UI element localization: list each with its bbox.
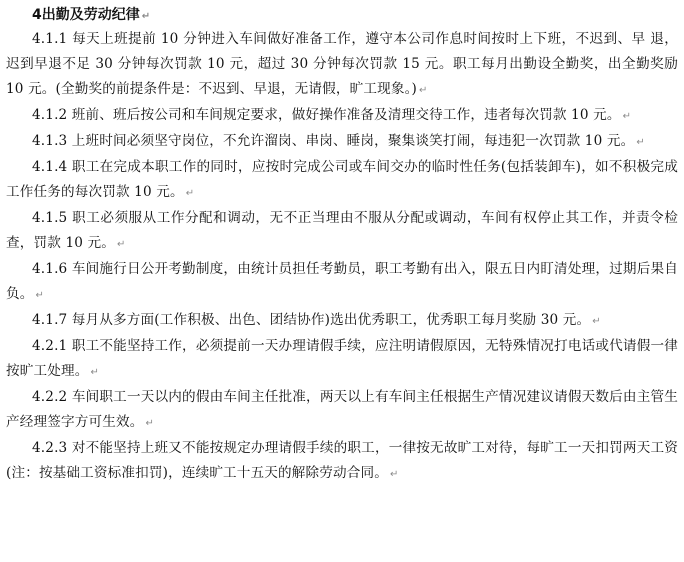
rule-paragraph — [6, 155, 678, 206]
rule-text: 4.1.5 职工必须服从工作分配和调动，无不正当理由不服从分配或调动，车间有权停止其工作，并责令检查，罚款 10 元。 — [6, 210, 678, 251]
paragraph-mark-icon: ↵ — [185, 188, 195, 199]
rule-paragraph — [6, 436, 678, 487]
paragraph-mark-icon: ↵ — [622, 111, 632, 122]
rule-text: 4.1.6 车间施行日公开考勤制度，由统计员担任考勤员，职工考勤有出入，限五日内盯清处理，过期后果自负。 — [6, 261, 678, 302]
rule-paragraph — [6, 27, 678, 103]
rule-text: 4.2.2 车间职工一天以内的假由车间主任批准，两天以上有车间主任根据生产情况建议请假天数后由主管生产经理签字方可生效。 — [6, 389, 678, 430]
paragraph-mark-icon: ↵ — [145, 418, 154, 429]
rule-paragraph — [6, 206, 678, 257]
rule-paragraph — [6, 257, 678, 308]
section-heading — [6, 5, 678, 25]
paragraph-mark-icon: ↵ — [390, 469, 399, 480]
rule-text: 4.2.3 对不能坚持上班又不能按规定办理请假手续的职工，一律按无故旷工对待，每旷工一天扣罚两天工资(注：按基础工资标准扣罚)，连续旷工十五天的解除劳动合同。 — [6, 440, 678, 481]
rule-paragraph — [6, 103, 678, 129]
paragraph-mark-icon: ↵ — [636, 137, 645, 148]
rule-text: 4.1.4 职工在完成本职工作的同时，应按时完成公司或车间交办的临时性任务(包括装卸车)，如不积极完成工作任务的每次罚款 10 元。 — [6, 159, 678, 200]
rule-paragraph — [6, 129, 678, 155]
rule-text: 4.1.7 每月从多方面(工作积极、出色、团结协作)选出优秀职工，优秀职工每月奖励 30 元。 — [32, 312, 591, 328]
paragraph-mark-icon: ↵ — [592, 316, 601, 327]
rule-paragraph — [6, 308, 678, 334]
paragraph-mark-icon: ↵ — [117, 239, 126, 250]
paragraph-mark-icon: ↵ — [141, 11, 151, 22]
paragraph-mark-icon: ↵ — [419, 85, 428, 96]
rule-text: 4.2.1 职工不能坚持工作，必须提前一天办理请假手续，应注明请假原因，无特殊情况打电话或代请假一律按旷工处理。 — [6, 338, 678, 379]
paragraph-mark-icon: ↵ — [35, 290, 45, 301]
section-heading-text: 4出勤及劳动纪律 — [32, 7, 140, 23]
rule-text: 4.1.2 班前、班后按公司和车间规定要求，做好操作准备及清理交待工作，违者每次罚款 10 元。 — [32, 107, 621, 123]
rule-paragraph — [6, 385, 678, 436]
rule-text: 4.1.1 每天上班提前 10 分钟进入车间做好准备工作，遵守本公司作息时间按时上下班，不迟到、早 退，迟到早退不足 30 分钟每次罚款 10 元，超过 30 分钟每次罚款 15 元。职工每月出勤设全勤奖，出全勤奖励 10 元。(全勤奖的前提条件是：不迟到、早退，无请假，旷工现象。) — [6, 31, 678, 97]
rule-text: 4.1.3 上班时间必须坚守岗位，不允许溜岗、串岗、睡岗，聚集谈笑打闹，每违犯一次罚款 10 元。 — [32, 133, 635, 149]
rule-paragraph — [6, 334, 678, 385]
paragraph-mark-icon: ↵ — [90, 367, 99, 378]
